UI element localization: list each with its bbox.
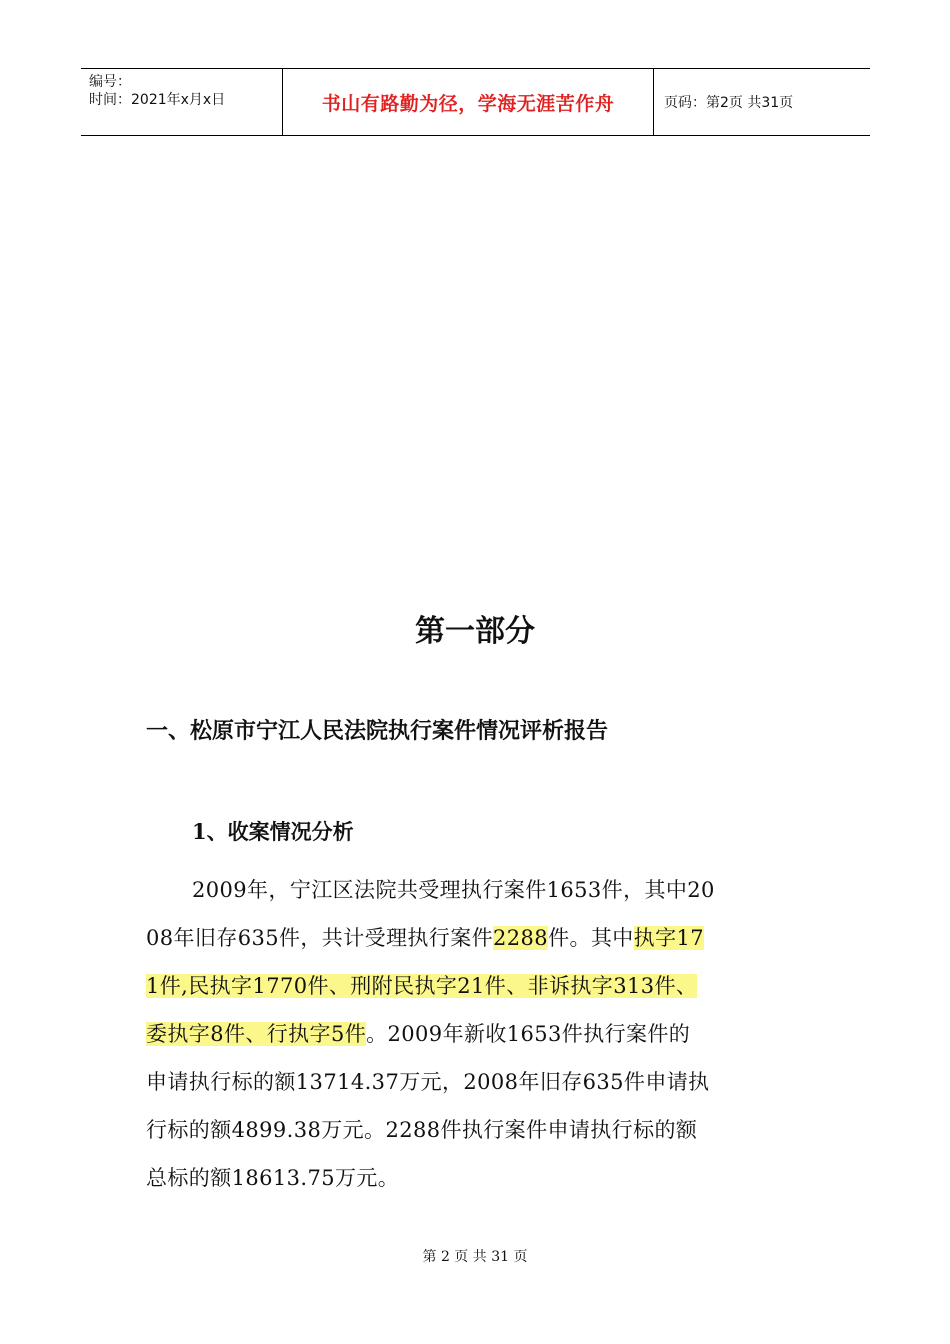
page-footer: 第 2 页 共 31 页	[422, 1249, 528, 1265]
paragraph-text: 件。其中	[548, 926, 634, 950]
sub-title: 1、收案情况分析	[192, 819, 354, 844]
part-title: 第一部分	[415, 614, 535, 649]
body-paragraph	[146, 866, 808, 1202]
paragraph-text: 总标的额18613.75万元。	[146, 1166, 400, 1190]
paragraph-line-2	[146, 914, 808, 962]
paragraph-text: 。2009年新收1653件执行案件的	[366, 1022, 691, 1046]
header-time-label: 时间：2021年x月x日	[89, 92, 226, 108]
paragraph-text: 08年旧存635件，共计受理执行案件	[146, 926, 494, 950]
highlighted-text: 执字17	[633, 926, 704, 950]
highlighted-text: 委执字8件、行执字5件	[146, 1022, 367, 1046]
paragraph-line-7	[146, 1154, 808, 1202]
paragraph-line-3	[146, 962, 808, 1010]
highlighted-text: 1件,民执字1770件、刑附民执字21件、非诉执字313件、	[146, 974, 698, 998]
highlighted-text: 2288	[493, 926, 549, 950]
header-page-cell	[654, 69, 870, 135]
paragraph-text: 行标的额4899.38万元。2288件执行案件申请执行标的额	[146, 1118, 698, 1142]
header-meta-cell	[81, 69, 282, 135]
header-motto: 书山有路勤为径，学海无涯苦作舟	[321, 92, 615, 115]
paragraph-line-6	[146, 1106, 808, 1154]
paragraph-line-4	[146, 1010, 808, 1058]
paragraph-line-5	[146, 1058, 808, 1106]
section-title: 一、松原市宁江人民法院执行案件情况评析报告	[146, 719, 609, 744]
header-page-info: 页码：第2页 共31页	[664, 95, 794, 111]
page-header	[81, 68, 870, 136]
paragraph-line-1	[146, 866, 808, 914]
header-motto-cell	[282, 69, 654, 135]
paragraph-text: 2009年，宁江区法院共受理执行案件1653件，其中20	[192, 878, 715, 902]
paragraph-text: 申请执行标的额13714.37万元，2008年旧存635件申请执	[146, 1070, 710, 1094]
header-number-label: 编号：	[89, 74, 131, 90]
